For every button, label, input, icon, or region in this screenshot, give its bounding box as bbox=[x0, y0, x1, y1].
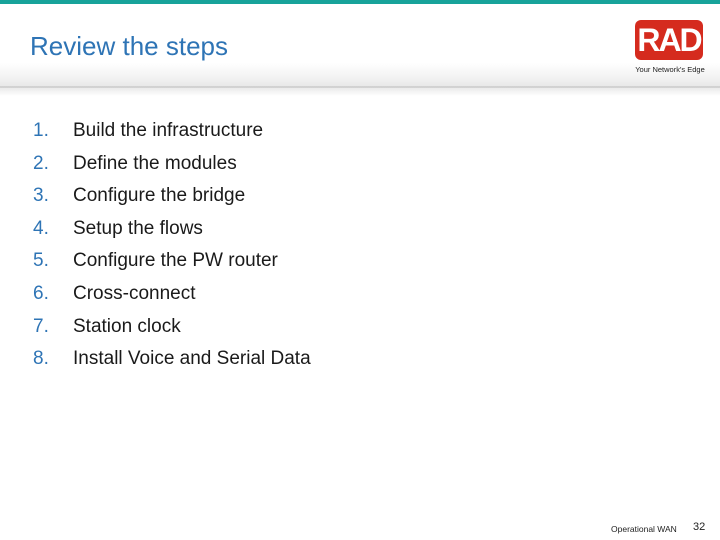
step-item bbox=[33, 245, 311, 278]
rad-logo-letters: RAD bbox=[637, 22, 701, 58]
slide-title: Review the steps bbox=[30, 31, 228, 61]
steps-list bbox=[33, 115, 311, 376]
step-number: 6. bbox=[33, 282, 49, 304]
rad-logo-tagline: Your Network's Edge bbox=[635, 65, 705, 74]
step-text: Cross-connect bbox=[73, 282, 196, 304]
step-item bbox=[33, 213, 311, 246]
step-item bbox=[33, 115, 311, 148]
footer-label: Operational WAN bbox=[611, 524, 677, 534]
page-number: 32 bbox=[693, 521, 706, 533]
step-text: Setup the flows bbox=[73, 217, 203, 239]
step-text: Station clock bbox=[73, 315, 181, 337]
step-number: 8. bbox=[33, 348, 49, 370]
step-number: 2. bbox=[33, 152, 49, 174]
step-text: Build the infrastructure bbox=[73, 120, 264, 141]
header-shadow bbox=[0, 86, 720, 96]
step-text: Configure the bridge bbox=[73, 185, 246, 207]
step-item bbox=[33, 311, 311, 344]
step-text: Define the modules bbox=[73, 152, 237, 174]
step-number: 3. bbox=[33, 185, 49, 207]
step-number: 4. bbox=[33, 217, 49, 239]
step-item bbox=[33, 343, 311, 376]
step-text: Install Voice and Serial Data bbox=[73, 348, 311, 370]
step-number: 5. bbox=[33, 250, 49, 272]
rad-logo bbox=[630, 20, 710, 76]
step-item bbox=[33, 278, 311, 311]
step-item bbox=[33, 148, 311, 181]
step-number: 1. bbox=[33, 120, 49, 141]
step-number: 7. bbox=[33, 315, 49, 337]
step-text: Configure the PW router bbox=[73, 250, 278, 272]
step-item bbox=[33, 180, 311, 213]
